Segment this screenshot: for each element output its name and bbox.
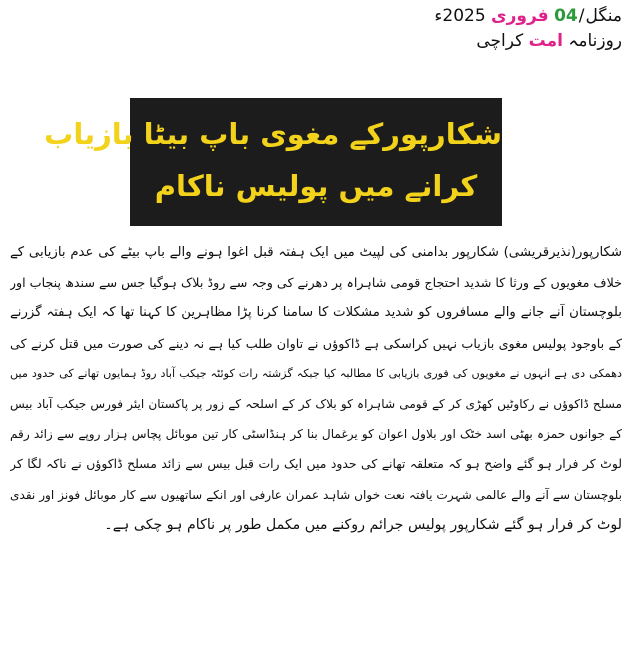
day-number: 04: [554, 6, 578, 26]
paper-brand: امت: [528, 31, 563, 51]
headline-box: [44, 98, 502, 226]
date-separator: /: [578, 6, 585, 26]
article-line: کے باوجود پولیس مغوی بازیاب نہیں کراسکی ہے ڈاکوؤں نے تاوان طلب کیا ہے نہ دینے کی صورت میں قتل کرنے کی: [10, 335, 622, 351]
article-line: دھمکی دی ہے انہوں نے مغویوں کی فوری بازیابی کا مطالبہ کیا جبکہ گزشتہ رات کوئٹہ جیکب آباد روڈ ہمایوں تھانے کی حدود میں: [10, 366, 622, 380]
article-line: بلوچستان آنے جانے والے مسافروں کو شدید مشکلات کا سامنا کرنا پڑا مظاہرین کا کہنا تھا کہ ایک ہفتہ گزرنے: [10, 305, 622, 321]
headline-line-2: کرانے میں پولیس ناکام: [154, 169, 478, 203]
paper-prefix: روزنامہ: [568, 31, 622, 51]
weekday: منگل: [585, 6, 622, 26]
paper-city: کراچی: [476, 31, 524, 51]
article-body: [10, 238, 622, 540]
article-line: کے جوانوں حمزہ بھٹی اسد خٹک اور بلاول اعوان کو یرغمال بنا کر ہنڈاسٹی کار تین موبائل پچاس ہزار روپے سے زائد رقم: [10, 427, 622, 442]
headline-line-1: شکارپورکے مغوی باپ بیٹا بازیاب: [44, 117, 502, 151]
article-line: لوٹ کر فرار ہو گئے واضح ہو کہ متعلقہ تھانے کی حدود میں ایک رات قبل بیس سے زائد مسلح ڈاکوؤں نے ناکہ لگا کر: [10, 456, 622, 472]
article-line: خلاف مغویوں کے ورثا کا شدید احتجاج قومی شاہراہ پر دھرنے کی وجہ سے روڈ بلاک ہوگیا جس سے سندھ پنجاب اور: [10, 275, 622, 291]
article-line: مسلح ڈاکوؤں نے رکاوٹیں کھڑی کر کے قومی شاہراہ کو بلاک کر کے اسلحہ کے زور پر پاکستان ایئر فورس جیکب آباد بیس: [10, 397, 622, 412]
newspaper-name: [362, 28, 622, 54]
article-line: بلوچستان سے آنے والے عالمی شہرت یافتہ نعت خواں شاہد عمران عارفی اور انکے ساتھیوں سے کار موبائل فونز اور نقدی: [10, 487, 622, 502]
article-line: شکارپور(نذیرقریشی) شکارپور بدامنی کی لپیٹ میں ایک ہفتہ قبل اغوا ہونے والے باپ بیٹے کی عدم بازیابی کے: [10, 245, 622, 260]
year: 2025ء: [434, 6, 486, 26]
date-line: [362, 4, 622, 28]
masthead: [362, 4, 622, 54]
month-name: فروری: [491, 6, 549, 26]
article-line: لوٹ کر فرار ہو گئے شکارپور پولیس جرائم روکنے میں مکمل طور پر ناکام ہو چکی ہے۔: [104, 516, 622, 533]
